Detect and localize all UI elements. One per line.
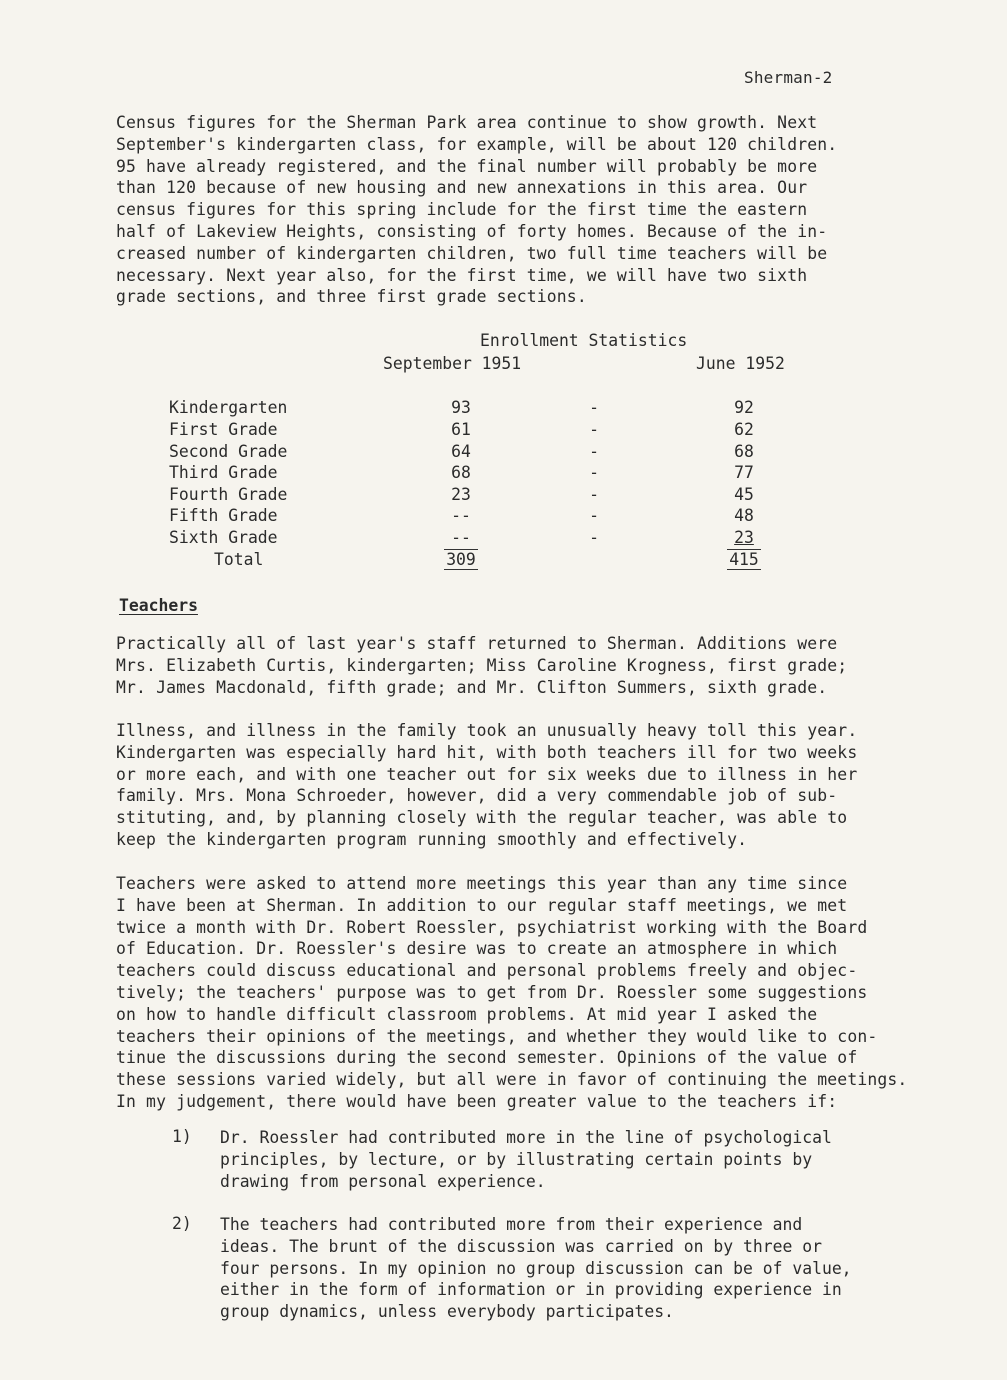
row-jun-value: 48 — [734, 506, 754, 525]
table-row-total — [0, 550, 1007, 572]
row-sep-value: 61 — [451, 420, 471, 439]
row-dash: - — [589, 528, 599, 547]
row-dash: - — [589, 463, 599, 482]
row-jun-value: 68 — [734, 442, 754, 461]
row-sep-value: 93 — [451, 398, 471, 417]
table-row — [0, 463, 1007, 485]
row-label: Third Grade — [169, 463, 278, 482]
table-row — [0, 398, 1007, 420]
row-label: Second Grade — [169, 442, 288, 461]
stats-col-june: June 1952 — [696, 354, 785, 373]
row-jun-value: 23 — [734, 528, 754, 547]
row-sep-value: 68 — [451, 463, 471, 482]
row-label: Kindergarten — [169, 398, 288, 417]
total-jun-value: 415 — [729, 550, 759, 569]
list-item-text: The teachers had contributed more from their experience and ideas. The brunt of the discussion was carried on by three or four persons. In my opinion no group discussion can be of value, either in the form of information or in providing experience in group dynamics, unless everybody participates. — [220, 1215, 852, 1322]
row-dash: - — [589, 420, 599, 439]
stats-col-september: September 1951 — [383, 354, 522, 373]
teachers-paragraph-1: Practically all of last year's staff returned to Sherman. Additions were Mrs. Elizabeth Curtis, kindergarten; Miss Caroline Krogness, first grade; Mr. James Macdonald, fifth grade; and Mr. Clifton Summers, sixth grade. — [116, 634, 848, 697]
row-sep-value: 64 — [451, 442, 471, 461]
list-item-number: 1) — [172, 1127, 192, 1146]
teachers-paragraph-3: Teachers were asked to attend more meetings this year than any time since I have been at Sherman. In addition to our regular staff meetings, we met twice a month with Dr. Robert Roessler, psychiatrist working with the Board of Education. Dr. Roessler's desire was to create an atmosphere in which teachers could discuss educational and personal problems freely and objec- tively; the teachers' purpose was to get from Dr. Roessler some suggestions on how to handle difficult classroom problems. At mid year I asked the teachers their opinions of the meetings, and whether they would like to con- tinue the discussions during the second semester. Opinions of the value of these sessions varied widely, but all were in favor of continuing the meetings. In my judgement, there would have been greater value to the teachers if: — [116, 874, 908, 1111]
row-dash: - — [589, 506, 599, 525]
row-jun-value: 45 — [734, 485, 754, 504]
table-row — [0, 528, 1007, 550]
row-label: First Grade — [169, 420, 278, 439]
stats-title: Enrollment Statistics — [480, 331, 688, 350]
table-row — [0, 420, 1007, 442]
row-sep-value: -- — [451, 528, 471, 547]
row-sep-value: 23 — [451, 485, 471, 504]
table-row — [0, 485, 1007, 507]
list-item-text: Dr. Roessler had contributed more in the line of psychological principles, by lecture, or by illustrating certain points by drawing from personal experience. — [220, 1128, 832, 1191]
total-sep-value: 309 — [446, 550, 476, 569]
row-label: Sixth Grade — [169, 528, 278, 547]
row-jun-value: 92 — [734, 398, 754, 417]
section-heading-teachers: Teachers — [119, 596, 198, 615]
teachers-paragraph-2: Illness, and illness in the family took an unusually heavy toll this year. Kindergarten was especially hard hit, with both teachers ill for two weeks or more each, and with one teacher out for six weeks due to illness in her family. Mrs. Mona Schroeder, however, did a very commendable job of sub- stituting, and, by planning closely with the regular teacher, was able to keep the kindergarten program running smoothly and effectively. — [116, 721, 858, 849]
row-dash: - — [589, 398, 599, 417]
table-row — [0, 506, 1007, 528]
total-label: Total — [214, 550, 264, 569]
row-dash: - — [589, 442, 599, 461]
row-label: Fourth Grade — [169, 485, 288, 504]
row-label: Fifth Grade — [169, 506, 278, 525]
intro-paragraph: Census figures for the Sherman Park area continue to show growth. Next September's kindergarten class, for example, will be about 120 children. 95 have already registered, and the final number will probably be more than 120 because of new housing and new annexations in this area. Our census figures for this spring include for the first time the eastern half of Lakeview Heights, consisting of forty homes. Because of the in- creased number of kindergarten children, two full time teachers will be necessary. Next year also, for the first time, we will have two sixth grade sections, and three first grade sections. — [116, 113, 838, 307]
row-jun-value: 77 — [734, 463, 754, 482]
table-row — [0, 442, 1007, 464]
row-dash: - — [589, 485, 599, 504]
row-sep-value: -- — [451, 506, 471, 525]
row-jun-value: 62 — [734, 420, 754, 439]
page-header-ref: Sherman-2 — [744, 68, 833, 87]
list-item-number: 2) — [172, 1214, 192, 1233]
